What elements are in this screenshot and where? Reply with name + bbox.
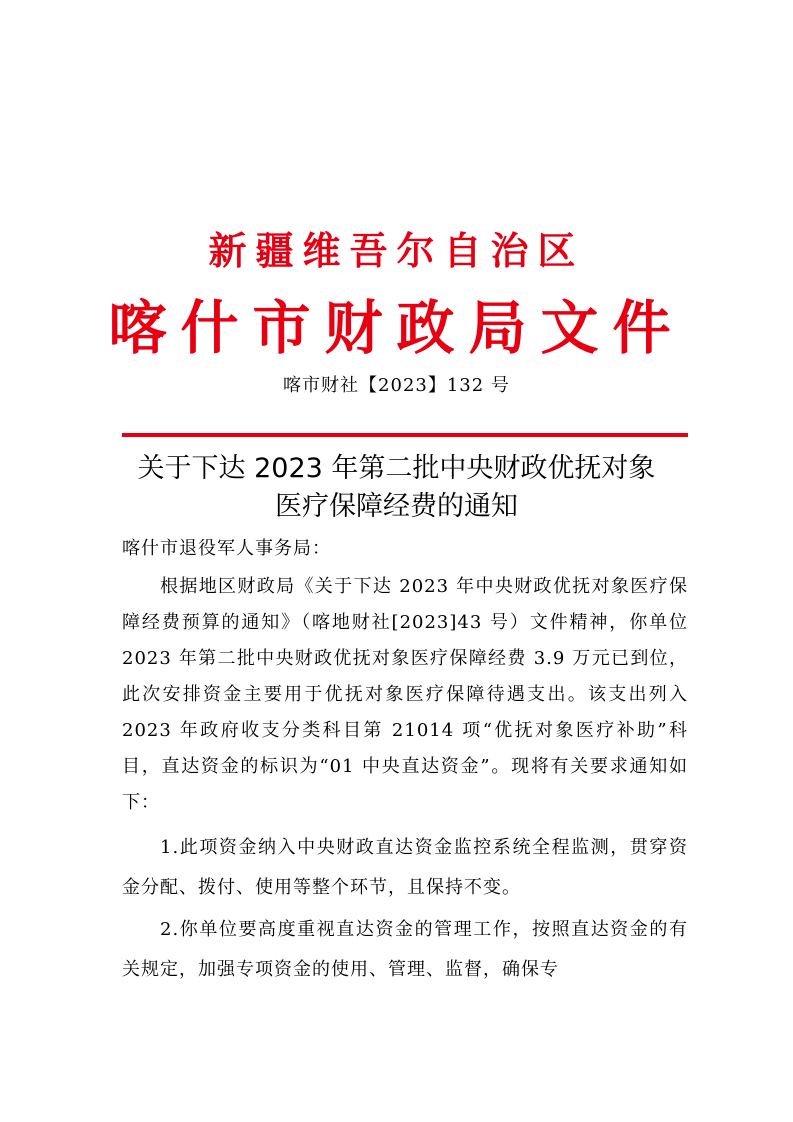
issuer-line-2: 喀什市财政局文件 bbox=[108, 294, 685, 362]
body-paragraph-1: 根据地区财政局《关于下达 2023 年中央财政优抚对象医疗保障经费预算的通知》（喀地财社[2023]43 号）文件精神，你单位 2023 年第二批中央财政优抚对象医疗保障经费 3.9 万元已到位，此次安排资金主要用于优抚对象医疗保障待遇支出。该支出列入 2023 年政府收支分类科目第 21014 项“优抚对象医疗补助”科目，直达资金的标识为“01 中央直达资金”。现将有关要求通知如下： bbox=[122, 576, 688, 813]
requirement-item-2: 2.你单位要高度重视直达资金的管理工作，按照直达资金的有关规定，加强专项资金的使用、管理、监督，确保专 bbox=[122, 919, 688, 980]
salutation: 喀什市退役军人事务局： bbox=[122, 538, 331, 559]
document-number: 喀市财社【2023】132 号 bbox=[283, 375, 510, 396]
requirement-item-1: 1.此项资金纳入中央财政直达资金监控系统全程监测，贯穿资金分配、拨付、使用等整个环节，且保持不变。 bbox=[122, 837, 688, 898]
document-title bbox=[100, 450, 693, 526]
red-divider-line bbox=[122, 433, 688, 437]
issuer-line-1: 新疆维吾尔自治区 bbox=[208, 228, 585, 273]
title-line-2: 医疗保障经费的通知 bbox=[275, 491, 518, 522]
title-line-1: 关于下达 2023 年第二批中央财政优抚对象 bbox=[137, 453, 656, 484]
